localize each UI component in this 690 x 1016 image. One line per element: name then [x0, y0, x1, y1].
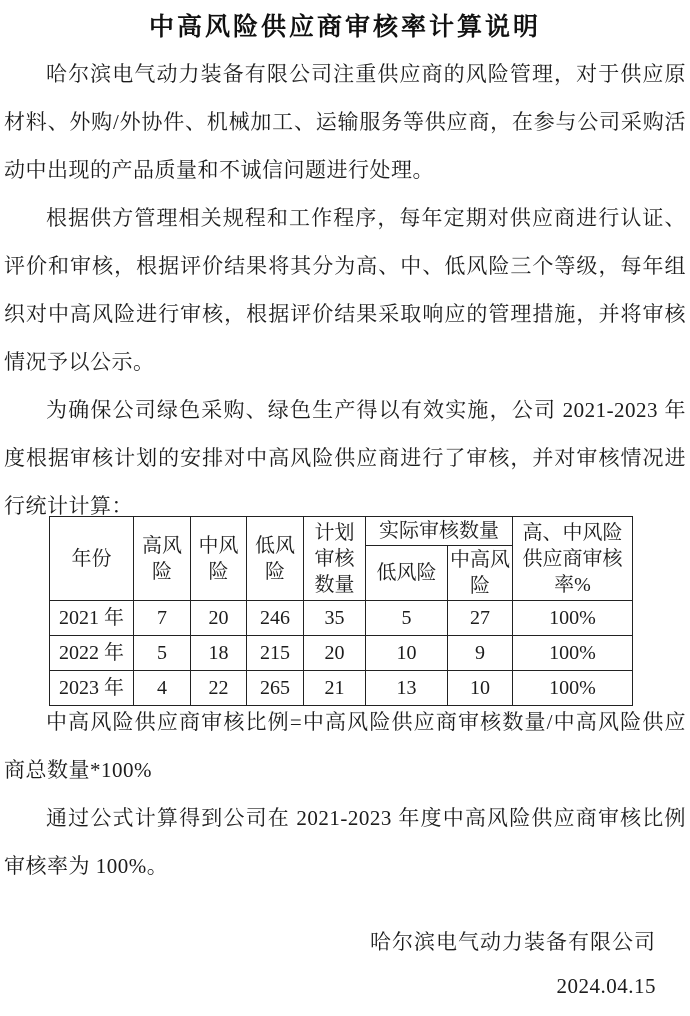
document-date: 2024.04.15 [556, 974, 656, 998]
cell-year: 2023 年 [50, 671, 134, 706]
paragraph-closing: 通过公式计算得到公司在 2021-2023 年度中高风险供应商审核比例审核率为 100%。 [4, 806, 686, 878]
cell-audit-rate: 100% [513, 671, 633, 706]
header-planned-audit-qty: 计划审核数量 [304, 517, 366, 601]
table-row-2021 [50, 601, 633, 636]
cell-audit-rate: 100% [513, 636, 633, 671]
table-row-2022 [50, 636, 633, 671]
paragraph-plan: 为确保公司绿色采购、绿色生产得以有效实施，公司 2021-2023 年度根据审核计划的安排对中高风险供应商进行了审核，并对审核情况进行统计计算： [4, 398, 686, 518]
cell-high-risk: 4 [134, 671, 191, 706]
cell-actual-low: 10 [366, 636, 448, 671]
cell-actual-mid-high: 10 [448, 671, 513, 706]
cell-mid-risk: 22 [191, 671, 247, 706]
cell-actual-low: 13 [366, 671, 448, 706]
cell-low-risk: 265 [247, 671, 304, 706]
company-signature: 哈尔滨电气动力装备有限公司 [370, 930, 656, 954]
cell-planned-qty: 35 [304, 601, 366, 636]
paragraph-formula: 中高风险供应商审核比例=中高风险供应商审核数量/中高风险供应商总数量*100% [4, 710, 686, 782]
cell-low-risk: 215 [247, 636, 304, 671]
cell-planned-qty: 20 [304, 636, 366, 671]
header-low-risk: 低风险 [247, 517, 304, 601]
header-actual-audit-qty-group: 实际审核数量 [366, 517, 513, 546]
paragraph-intro: 哈尔滨电气动力装备有限公司注重供应商的风险管理，对于供应原材料、外购/外协件、机械加工、运输服务等供应商，在参与公司采购活动中出现的产品质量和不诚信问题进行处理。 [4, 62, 686, 182]
table-header-row-top [50, 517, 633, 546]
cell-actual-mid-high: 27 [448, 601, 513, 636]
cell-mid-risk: 18 [191, 636, 247, 671]
header-high-risk: 高风险 [134, 517, 191, 601]
cell-mid-risk: 20 [191, 601, 247, 636]
cell-year: 2022 年 [50, 636, 134, 671]
cell-high-risk: 5 [134, 636, 191, 671]
cell-planned-qty: 21 [304, 671, 366, 706]
cell-year: 2021 年 [50, 601, 134, 636]
paragraph-process: 根据供方管理相关规程和工作程序，每年定期对供应商进行认证、评价和审核，根据评价结果将其分为高、中、低风险三个等级，每年组织对中高风险进行审核，根据评价结果采取响应的管理措施，并将审核情况予以公示。 [4, 206, 686, 374]
header-actual-low-risk: 低风险 [366, 546, 448, 601]
header-year: 年份 [50, 517, 134, 601]
cell-actual-mid-high: 9 [448, 636, 513, 671]
document-title: 中高风险供应商审核率计算说明 [148, 14, 541, 41]
cell-low-risk: 246 [247, 601, 304, 636]
header-audit-rate: 高、中风险供应商审核率% [513, 517, 633, 601]
cell-audit-rate: 100% [513, 601, 633, 636]
cell-actual-low: 5 [366, 601, 448, 636]
header-mid-risk: 中风险 [191, 517, 247, 601]
cell-high-risk: 7 [134, 601, 191, 636]
header-actual-mid-high-risk: 中高风险 [448, 546, 513, 601]
audit-statistics-table [49, 516, 633, 706]
audit-statistics-table-wrapper [49, 516, 633, 706]
